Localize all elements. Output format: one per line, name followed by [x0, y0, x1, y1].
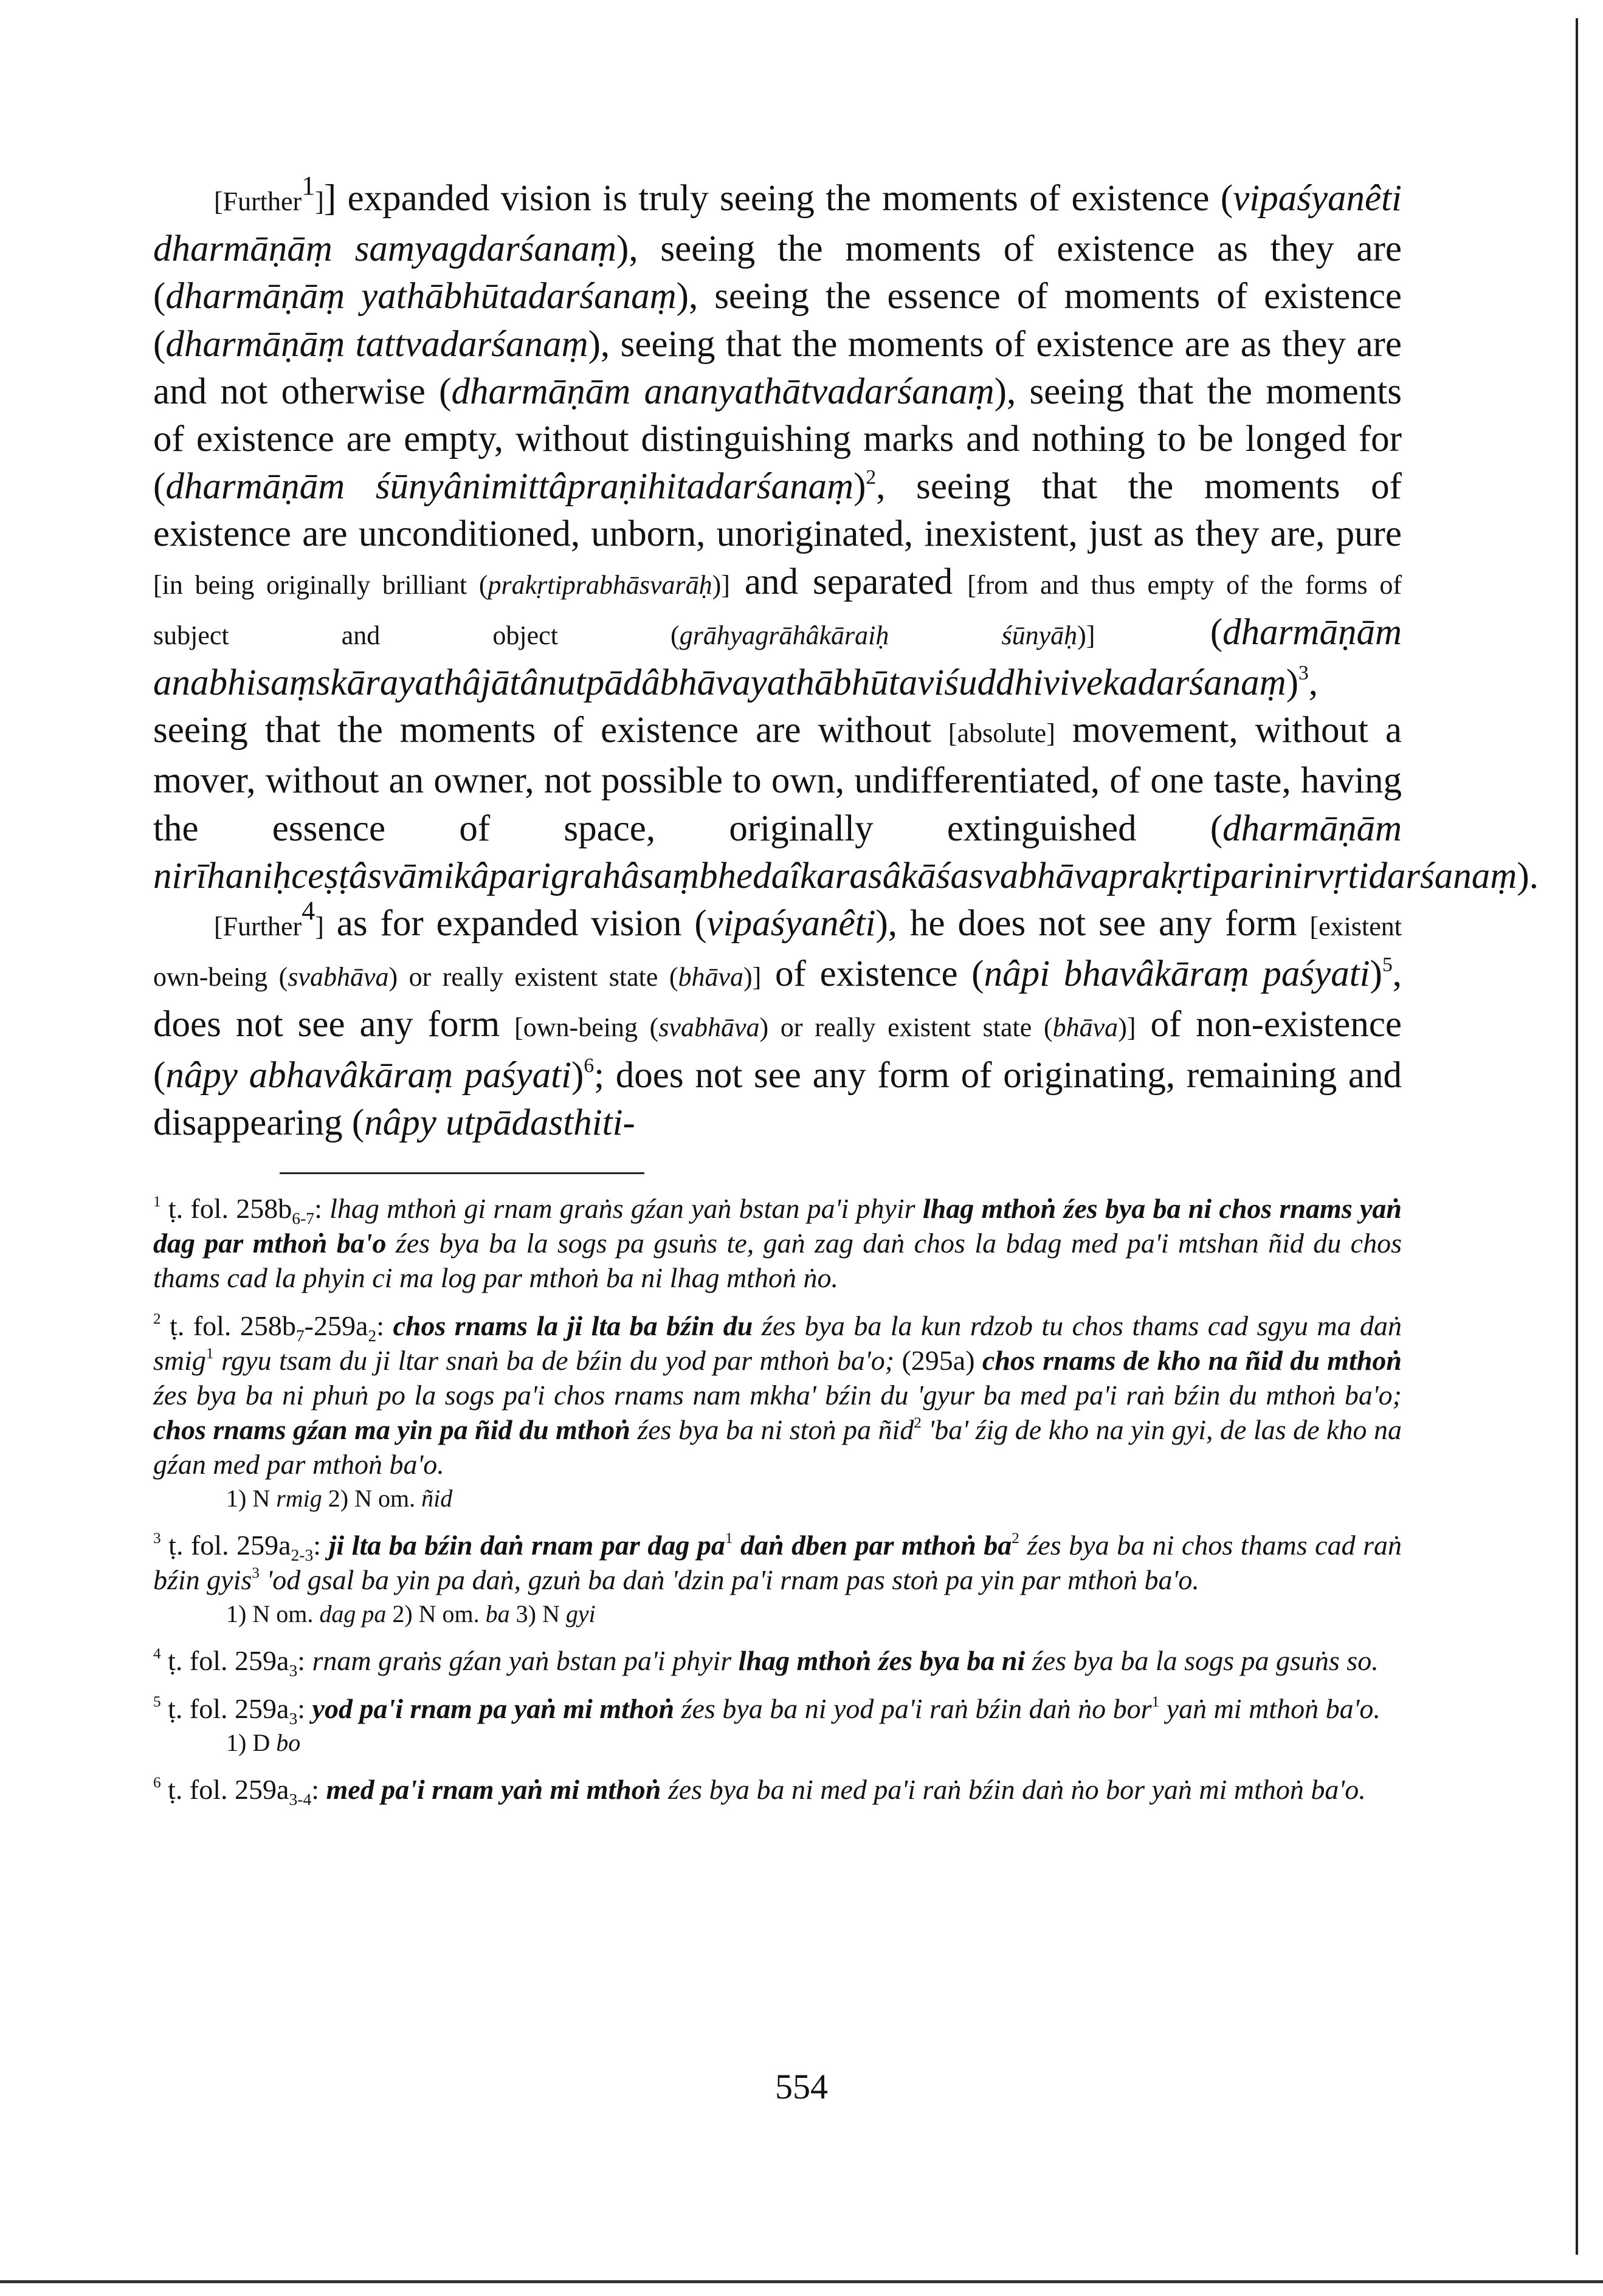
variant-readings-5: 1) D bo — [226, 1729, 301, 1756]
footnote-3: $^3$ ṭ. fol. $259a_{2-3}$: ji lta ba bźin daṅ rnam par dag $pa^1$ daṅ dben par mthoṅ $ba^2$ źes bya ba ni chos thams cad raṅ bźin gyis$^3$ 'od gsal ba yin pa daṅ, gzuṅ ba daṅ 'dzin pa'i rnam pas stoṅ pa yin par mthoṅ ba'o. 1) N om. dag pa 2) N om. ba 3) N gyi — [153, 1528, 1402, 1630]
main-text — [153, 171, 1539, 1147]
footnote-ref-4[interactable]: 4 — [302, 896, 315, 926]
footnote-separator — [280, 1172, 644, 1174]
footnote-ref-6[interactable]: 6 — [584, 1054, 595, 1077]
scan-edge-line — [1576, 18, 1578, 2255]
page-number: 554 — [775, 2067, 828, 2106]
footnote-ref-2[interactable]: 2 — [866, 466, 877, 489]
footnotes — [153, 1191, 1402, 1820]
footnote-ref-3[interactable]: 3 — [1298, 662, 1309, 685]
footnote-ref-5[interactable]: 5 — [1382, 953, 1393, 976]
footnote-1: $^1$ ṭ. fol. $258b_{6-7}$: lhag mthoṅ gi rnam graṅs gźan yaṅ bstan pa'i phyir lhag mthoṅ źes bya ba ni chos rnams yaṅ dag par mthoṅ ba'o źes bya ba la sogs pa gsuṅs te, gaṅ zag daṅ chos la bdag med pa'i mtshan ñid du chos thams cad la phyin ci ma log par mthoṅ ba ni lhag mthoṅ ṅo. — [153, 1193, 1402, 1293]
footnote-ref-1[interactable]: 1 — [302, 171, 315, 201]
paragraph-2: [Further$^4$] as for expanded vision (vipaśyanêti), he does not see any form [existent own-being (svabhāva) or really existent state (bhāva)] of existence (nâpi bhavâkāraṃ paśyati)$^5$, does not see any form [own-being (svabhāva) or really existent state (bhāva)] of non-existence (nâpy abhavâkāraṃ paśyati)$^6$; does not see any form of originating, remaining and disappearing (nâpy utpādasthiti- — [153, 896, 1402, 1143]
footnote-5: $^5$ ṭ. fol. $259a_3$: yod pa'i rnam pa yaṅ mi mthoṅ źes bya ba ni yod pa'i raṅ bźin daṅ ṅo bor$^1$ yaṅ mi mthoṅ ba'o. 1) D bo — [153, 1691, 1402, 1759]
footnote-6: $^6$ ṭ. fol. $259a_{3-4}$: med pa'i rnam yaṅ mi mthoṅ źes bya ba ni med pa'i raṅ bźin daṅ ṅo bor yaṅ mi mthoṅ ba'o. — [153, 1774, 1366, 1809]
variant-readings-2: 1) N rmig 2) N om. ñid — [226, 1485, 453, 1512]
footnote-4: $^4$ ṭ. fol. $259a_3$: rnam graṅs gźan yaṅ bstan pa'i phyir lhag mthoṅ źes bya ba ni źes bya ba la sogs pa gsuṅs so. — [153, 1645, 1379, 1680]
footnote-2: $^2$ ṭ. fol. $258b_7-259a_2$: chos rnams la ji lta ba bźin du źes bya ba la kun rdzob tu chos thams cad sgyu ma daṅ smig$^1$ rgyu tsam du ji ltar snaṅ ba de bźin du yod par mthoṅ ba'o; (295a) chos rnams de kho na ñid du mthoṅ źes bya ba ni phuṅ po la sogs pa'i chos rnams nam mkha' bźin du 'gyur ba med pa'i raṅ bźin du mthoṅ ba'o; chos rnams gźan ma yin pa ñid du mthoṅ źes bya ba ni stoṅ pa ñid$^2$ 'ba' źig de kho na yin gyi, de las de kho na gźan med par mthoṅ ba'o. 1) N rmig 2) N om. ñid — [153, 1308, 1402, 1514]
paragraph-1: [Further$^1$]] expanded vision is truly seeing the moments of existence (vipaśyanêti dharmāṇāṃ samyagdarśanaṃ), seeing the moments of existence as they are (dharmāṇāṃ yathābhūtadarśanaṃ), seeing the essence of moments of existence (dharmāṇāṃ tattvadarśanaṃ), seeing that the moments of existence are as they are and not otherwise (dharmāṇām ananyathātvadarśanaṃ), seeing that the moments of existence are empty, without distinguishing marks and nothing to be longed for (dharmāṇām śūnyânimittâpraṇihitadarśanaṃ)$^2$, seeing that the moments of existence are unconditioned, unborn, unoriginated, inexistent, just as they are, pure [in being originally brilliant (prakṛtiprabhāsvarāḥ)] and separated [from and thus empty of the forms of subject and object (grāhyagrāhâkāraiḥ śūnyāḥ)] (dharmāṇām anabhisaṃskārayathâjātânutpādâbhāvayathābhūtaviśuddhivivekadarśanaṃ)$^3$, seeing that the moments of existence are without [absolute] movement, without a mover, without an owner, not possible to own, undifferentiated, of one taste, having the essence of space, originally extinguished (dharmāṇām nirīhaniḥceṣṭâsvāmikâparigrahâsaṃbhedaîkarasâkāśasvabhāvaprakṛtiparinirvṛtidarśanaṃ). — [153, 171, 1539, 896]
scan-edge-bottom — [0, 2280, 1603, 2283]
variant-readings-3: 1) N om. dag pa 2) N om. ba 3) N gyi — [226, 1600, 596, 1627]
